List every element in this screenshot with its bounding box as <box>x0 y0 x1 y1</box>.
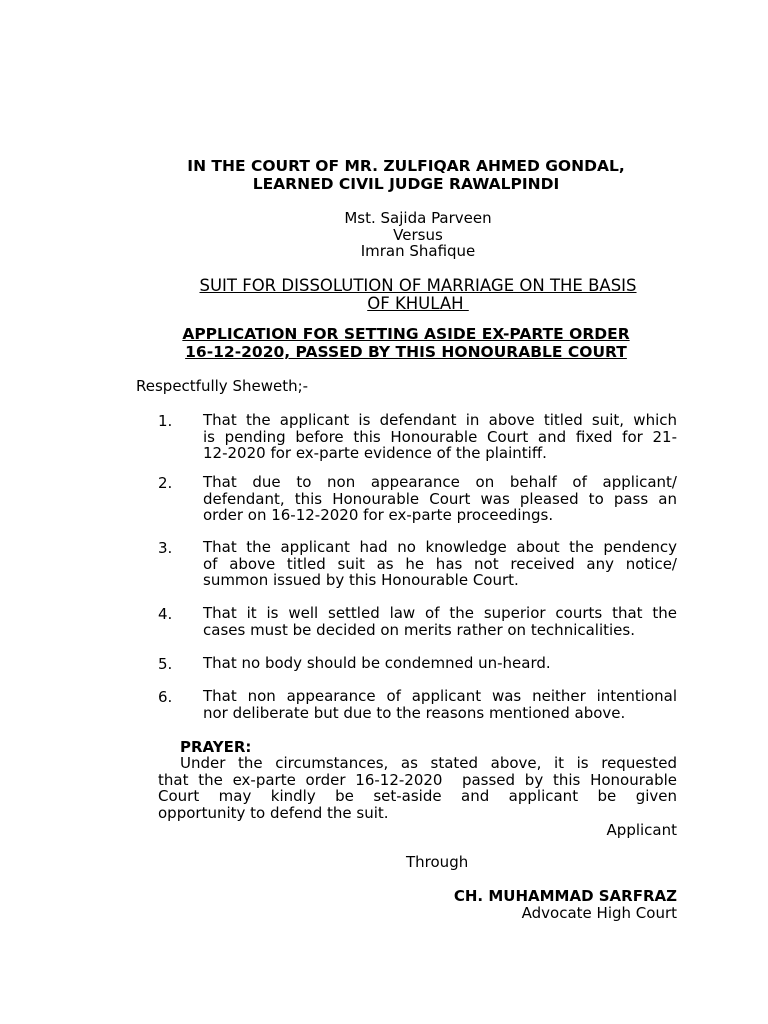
paragraph-line: of above titled suit as he has not received any notice/ <box>203 554 677 573</box>
paragraph-line: cases must be decided on merits rather on technicalities. <box>203 620 635 639</box>
applicant-label: Applicant <box>606 821 677 839</box>
paragraph-number: 2. <box>158 474 173 492</box>
paragraph-number: 1. <box>158 412 173 430</box>
paragraph-text <box>203 474 677 524</box>
paragraph-line: That the applicant had no knowledge about the pendency <box>203 538 677 556</box>
paragraph-line: defendant, this Honourable Court was pleased to pass an <box>203 489 677 508</box>
suit-title-line1: SUIT FOR DISSOLUTION OF MARRIAGE ON THE BASIS <box>199 276 637 295</box>
court-heading-line1: IN THE COURT OF MR. ZULFIQAR AHMED GONDAL, <box>187 157 625 175</box>
prayer-line: that the ex-parte order 16-12-2020 passed by this Honourable <box>158 770 677 789</box>
defendant-name: Imran Shafique <box>360 242 476 260</box>
greeting: Respectfully Sheweth;- <box>136 377 309 395</box>
prayer-text <box>158 755 677 821</box>
versus-label: Versus <box>393 226 443 244</box>
advocate-title: Advocate High Court <box>521 904 677 922</box>
prayer-line: Under the circumstances, as stated above, it is requested <box>180 754 677 772</box>
paragraph-text <box>203 412 677 462</box>
paragraph-number: 5. <box>158 655 173 673</box>
prayer-line: opportunity to defend the suit. <box>158 803 389 822</box>
application-title-line1: APPLICATION FOR SETTING ASIDE EX-PARTE ORDER <box>182 325 630 343</box>
paragraph-line: order on 16-12-2020 for ex-parte proceedings. <box>203 506 554 524</box>
paragraph-number: 6. <box>158 688 173 706</box>
paragraph-line: That the applicant is defendant in above titled suit, which <box>203 411 677 429</box>
paragraph-text <box>203 688 677 721</box>
paragraph-line: That no body should be condemned un-heard. <box>203 654 551 672</box>
paragraph-line: That it is well settled law of the superior courts that the <box>203 604 677 622</box>
paragraph-line: That due to non appearance on behalf of applicant/ <box>203 473 677 491</box>
paragraph-line: is pending before this Honourable Court and fixed for 21- <box>203 427 677 446</box>
suit-title-line2: OF KHULAH <box>367 294 469 313</box>
prayer-heading: PRAYER: <box>180 738 252 756</box>
through-label: Through <box>406 853 469 871</box>
paragraph-text <box>203 539 677 589</box>
plaintiff-name: Mst. Sajida Parveen <box>344 209 492 227</box>
paragraph-line: 12-2020 for ex-parte evidence of the plaintiff. <box>203 444 547 462</box>
paragraph-line: summon issued by this Honourable Court. <box>203 571 519 589</box>
paragraph-number: 4. <box>158 605 173 623</box>
prayer-line: Court may kindly be set-aside and applicant be given <box>158 787 677 805</box>
advocate-name: CH. MUHAMMAD SARFRAZ <box>453 887 677 905</box>
paragraph-text <box>203 655 677 672</box>
paragraph-line: nor deliberate but due to the reasons mentioned above. <box>203 703 626 722</box>
paragraph-number: 3. <box>158 539 173 557</box>
court-heading-line2: LEARNED CIVIL JUDGE RAWALPINDI <box>252 175 560 193</box>
application-title-line2: 16-12-2020, PASSED BY THIS HONOURABLE COURT <box>185 343 627 361</box>
paragraph-text <box>203 605 677 638</box>
paragraph-line: That non appearance of applicant was neither intentional <box>203 687 677 705</box>
